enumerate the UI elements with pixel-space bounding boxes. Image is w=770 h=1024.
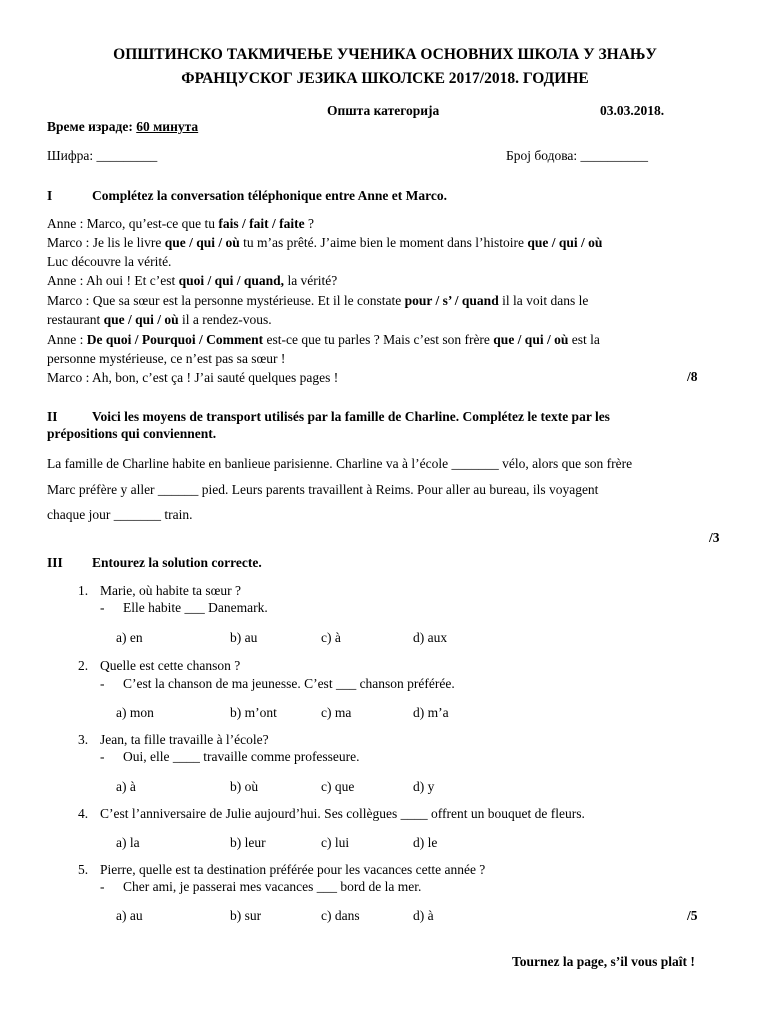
choice: De quoi / Pourquoi / Comment bbox=[86, 332, 264, 347]
question-number: 2. bbox=[78, 658, 89, 673]
option-c[interactable]: c) lui bbox=[321, 835, 350, 850]
option-d[interactable]: d) le bbox=[413, 835, 438, 850]
conversation-line bbox=[47, 330, 600, 349]
paragraph-line: Marc préfère y aller ______ pied. Leurs parents travaillent à Reims. Pour aller au bureau, ils voyagent bbox=[47, 482, 599, 497]
option-d[interactable]: d) y bbox=[413, 779, 435, 794]
choice: que / qui / où bbox=[103, 312, 179, 327]
text: est la bbox=[568, 332, 600, 347]
option-b[interactable]: b) sur bbox=[230, 908, 262, 923]
option-b[interactable]: b) où bbox=[230, 779, 259, 794]
text: est-ce que tu parles ? Mais c’est son frère bbox=[263, 332, 494, 347]
text: il la voit dans le bbox=[498, 293, 589, 308]
time-label: Време израде: bbox=[47, 119, 133, 134]
conversation-line: Marco : Ah, bon, c’est ça ! J’ai sauté quelques pages ! bbox=[47, 370, 339, 385]
text: Anne : Ah oui ! Et c’est bbox=[47, 273, 179, 288]
option-d[interactable]: d) aux bbox=[413, 630, 448, 645]
choice: quoi / qui / quand, bbox=[178, 273, 285, 288]
choice: pour / s’ / quand bbox=[404, 293, 499, 308]
option-b[interactable]: b) leur bbox=[230, 835, 266, 850]
title-line-2: ФРАНЦУСКОГ ЈЕЗИКА ШКОЛСКЕ 2017/2018. ГОДИНЕ bbox=[181, 70, 589, 87]
turn-page-note: Tournez la page, s’il vous plaît ! bbox=[512, 954, 695, 969]
conversation-line bbox=[47, 310, 272, 329]
text: Marco : Je lis le livre bbox=[47, 235, 165, 250]
code-field: Шифра: _________ bbox=[47, 148, 158, 163]
option-b[interactable]: b) m’ont bbox=[230, 705, 277, 720]
question-text: C’est l’anniversaire de Julie aujourd’hui. Ses collègues ____ offrent un bouquet de fleurs. bbox=[100, 806, 585, 821]
conversation-line bbox=[47, 291, 588, 310]
choice: fais / fait / faite bbox=[218, 216, 305, 231]
section-1-number: I bbox=[47, 188, 53, 203]
time-line bbox=[47, 119, 198, 135]
text: Anne : bbox=[47, 332, 87, 347]
option-c[interactable]: c) dans bbox=[321, 908, 360, 923]
question-text: Jean, ta fille travaille à l’école? bbox=[100, 732, 269, 747]
section-1-title: Complétez la conversation téléphonique entre Anne et Marco. bbox=[92, 188, 447, 203]
text: Anne : Marco, qu’est-ce que tu bbox=[47, 216, 219, 231]
option-c[interactable]: c) ma bbox=[321, 705, 352, 720]
text: ? bbox=[304, 216, 314, 231]
dash: - bbox=[100, 879, 105, 894]
conversation-line: Luc découvre la vérité. bbox=[47, 254, 172, 269]
dash: - bbox=[100, 676, 105, 691]
choice: que / qui / où bbox=[493, 332, 569, 347]
conversation-line bbox=[47, 233, 602, 252]
section-1-score: /8 bbox=[687, 369, 698, 384]
option-a[interactable]: a) à bbox=[116, 779, 136, 794]
question-number: 5. bbox=[78, 862, 89, 877]
question-number: 4. bbox=[78, 806, 89, 821]
date: 03.03.2018. bbox=[600, 103, 665, 118]
text: restaurant bbox=[47, 312, 104, 327]
conversation-line: personne mystérieuse, ce n’est pas sa sœur ! bbox=[47, 351, 286, 366]
paragraph-line: chaque jour _______ train. bbox=[47, 507, 193, 522]
section-2-score: /3 bbox=[709, 530, 720, 545]
option-a[interactable]: a) en bbox=[116, 630, 143, 645]
text: il a rendez-vous. bbox=[178, 312, 272, 327]
answer-line: Oui, elle ____ travaille comme professeure. bbox=[123, 749, 360, 764]
section-3-title: Entourez la solution correcte. bbox=[92, 555, 262, 570]
option-c[interactable]: c) à bbox=[321, 630, 341, 645]
text: la vérité? bbox=[284, 273, 338, 288]
title-line-1: ОПШТИНСКО ТАКМИЧЕЊЕ УЧЕНИКА ОСНОВНИХ ШКОЛА У ЗНАЊУ bbox=[113, 46, 657, 63]
option-c[interactable]: c) que bbox=[321, 779, 355, 794]
question-number: 3. bbox=[78, 732, 89, 747]
dash: - bbox=[100, 600, 105, 615]
option-a[interactable]: a) mon bbox=[116, 705, 154, 720]
question-text: Quelle est cette chanson ? bbox=[100, 658, 241, 673]
conversation-line bbox=[47, 214, 314, 233]
time-value: 60 минута bbox=[136, 119, 199, 134]
question-text: Marie, où habite ta sœur ? bbox=[100, 583, 241, 598]
dash: - bbox=[100, 749, 105, 764]
section-3-number: III bbox=[47, 555, 63, 570]
category: Општа категорија bbox=[327, 103, 440, 118]
text: tu m’as prêté. J’aime bien le moment dans l’histoire bbox=[239, 235, 528, 250]
conversation-line bbox=[47, 271, 337, 290]
section-2-number: II bbox=[47, 409, 58, 424]
paragraph-line: La famille de Charline habite en banlieue parisienne. Charline va à l’école _______ vélo, alors que son frère bbox=[47, 456, 633, 471]
option-d[interactable]: d) à bbox=[413, 908, 434, 923]
option-a[interactable]: a) au bbox=[116, 908, 143, 923]
text: Marco : Que sa sœur est la personne mystérieuse. Et il le constate bbox=[47, 293, 405, 308]
section-2-title-2: prépositions qui conviennent. bbox=[47, 426, 217, 441]
option-a[interactable]: a) la bbox=[116, 835, 140, 850]
question-text: Pierre, quelle est ta destination préférée pour les vacances cette année ? bbox=[100, 862, 486, 877]
choice: que / qui / où bbox=[527, 235, 603, 250]
option-b[interactable]: b) au bbox=[230, 630, 258, 645]
answer-line: Cher ami, je passerai mes vacances ___ bord de la mer. bbox=[123, 879, 422, 894]
answer-line: Elle habite ___ Danemark. bbox=[123, 600, 268, 615]
section-3-score: /5 bbox=[687, 908, 698, 923]
question-number: 1. bbox=[78, 583, 89, 598]
option-d[interactable]: d) m’a bbox=[413, 705, 449, 720]
answer-line: C’est la chanson de ma jeunesse. C’est ___ chanson préférée. bbox=[123, 676, 455, 691]
section-2-title-1: Voici les moyens de transport utilisés par la famille de Charline. Complétez le texte par les bbox=[92, 409, 610, 424]
points-field: Број бодова: __________ bbox=[506, 148, 649, 163]
choice: que / qui / où bbox=[164, 235, 240, 250]
